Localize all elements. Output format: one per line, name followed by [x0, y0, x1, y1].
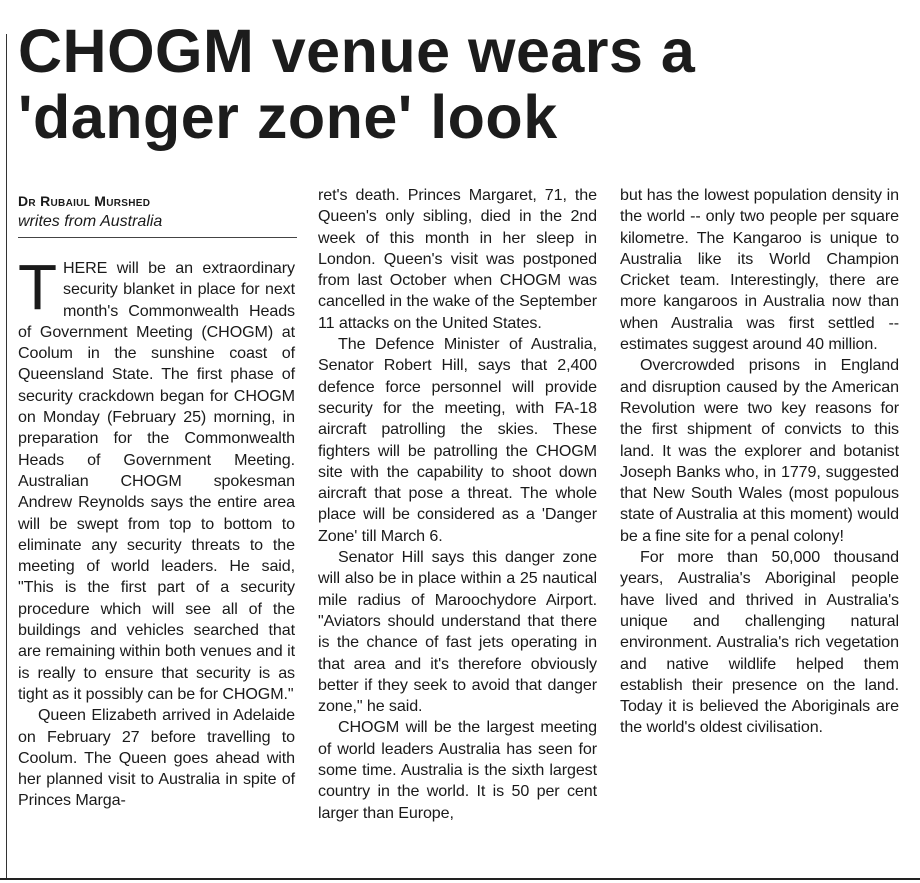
paragraph-5: Senator Hill says this danger zone will also be in place within a 25 nautical mile radius of Maroochydore Airport. "Aviators should understand that there is the chance of fast jets operating in that area and it's therefore obviously better if they seek to avoid that danger zone," he said. — [318, 548, 597, 716]
headline: CHOGM venue wears a 'danger zone' look — [18, 17, 696, 151]
paragraph-6: CHOGM will be the largest meeting of world leaders Australia has seen for some time. Australia is the sixth largest country in the world. It is 50 per cent larger than Europe, — [318, 718, 597, 822]
byline-divider — [18, 237, 297, 238]
byline-location: writes from Australia — [18, 213, 163, 230]
paragraph-4: The Defence Minister of Australia, Senator Robert Hill, says that 2,400 defence force personnel will provide security for the meeting, with FA-18 aircraft patrolling the skies. These fighters will be patrolling the CHOGM site with the capability to shoot down aircraft that pose a threat. The whole place will be considered as a 'Danger Zone' till March 6. — [318, 335, 597, 545]
drop-cap: T — [18, 251, 57, 323]
paragraph-3: ret's death. Princes Margaret, 71, the Queen's only sibling, died in the 2nd week of this month in her sleep in London. Queen's visit was postponed from last October when CHOGM was cancelled in the wake of the September 11 attacks on the United States. — [318, 186, 597, 332]
paragraph-9: For more than 50,000 thousand years, Australia's Aboriginal people have lived and thrived in Australia's unique and challenging natural environment. Australia's rich vegetation and native wildlife helped them establish their presence on the land. Today it is believed the Aboriginals are the world's oldest civilisation. — [620, 548, 899, 737]
paragraph-2: Queen Elizabeth arrived in Adelaide on February 27 before travelling to Coolum. The Queen goes ahead with her planned visit to Australia in spite of Princes Marga- — [18, 706, 295, 810]
byline-author: Dr Rubaiul Murshed — [18, 193, 151, 209]
article-column-1 — [18, 251, 295, 812]
column-rule-left — [6, 34, 7, 879]
paragraph-1-text: HERE will be an extraordinary security blanket in place for next month's Commonwealth Heads of Government Meeting (CHOGM) at Coolum in the sunshine coast of Queensland State. The first phase of security crackdown began for CHOGM on Monday (February 25) morning, in preparation for the Commonwealth Heads of Government Meeting. Australian CHOGM spokesman Andrew Reynolds says the entire area will be swept from top to bottom to eliminate any security threats to the meeting of world leaders. He said, "This is the first part of a security procedure which will see all of the buildings and vehicles searched that are remaining within both venues and it is really to ensure that security is as tight as it possibly can be for CHOGM." — [18, 259, 295, 703]
paragraph-8: Overcrowded prisons in England and disruption caused by the American Revolution were two key reasons for the first shipment of convicts to this land. It was the explorer and botanist Joseph Banks who, in 1779, suggested that New South Wales (most populous state of Australia at this moment) would be a fine site for a penal colony! — [620, 356, 899, 545]
article-column-2 — [318, 185, 597, 824]
paragraph-7: but has the lowest population density in the world -- only two people per square kilometre. The Kangaroo is unique to Australia like its World Champion Cricket team. Interestingly, there are more kangaroos in Australia now than when Australia was first settled -- estimates suggest around 40 million. — [620, 186, 899, 354]
article-column-3 — [620, 185, 899, 739]
paragraph-1 — [18, 251, 295, 705]
bottom-rule — [0, 878, 920, 880]
